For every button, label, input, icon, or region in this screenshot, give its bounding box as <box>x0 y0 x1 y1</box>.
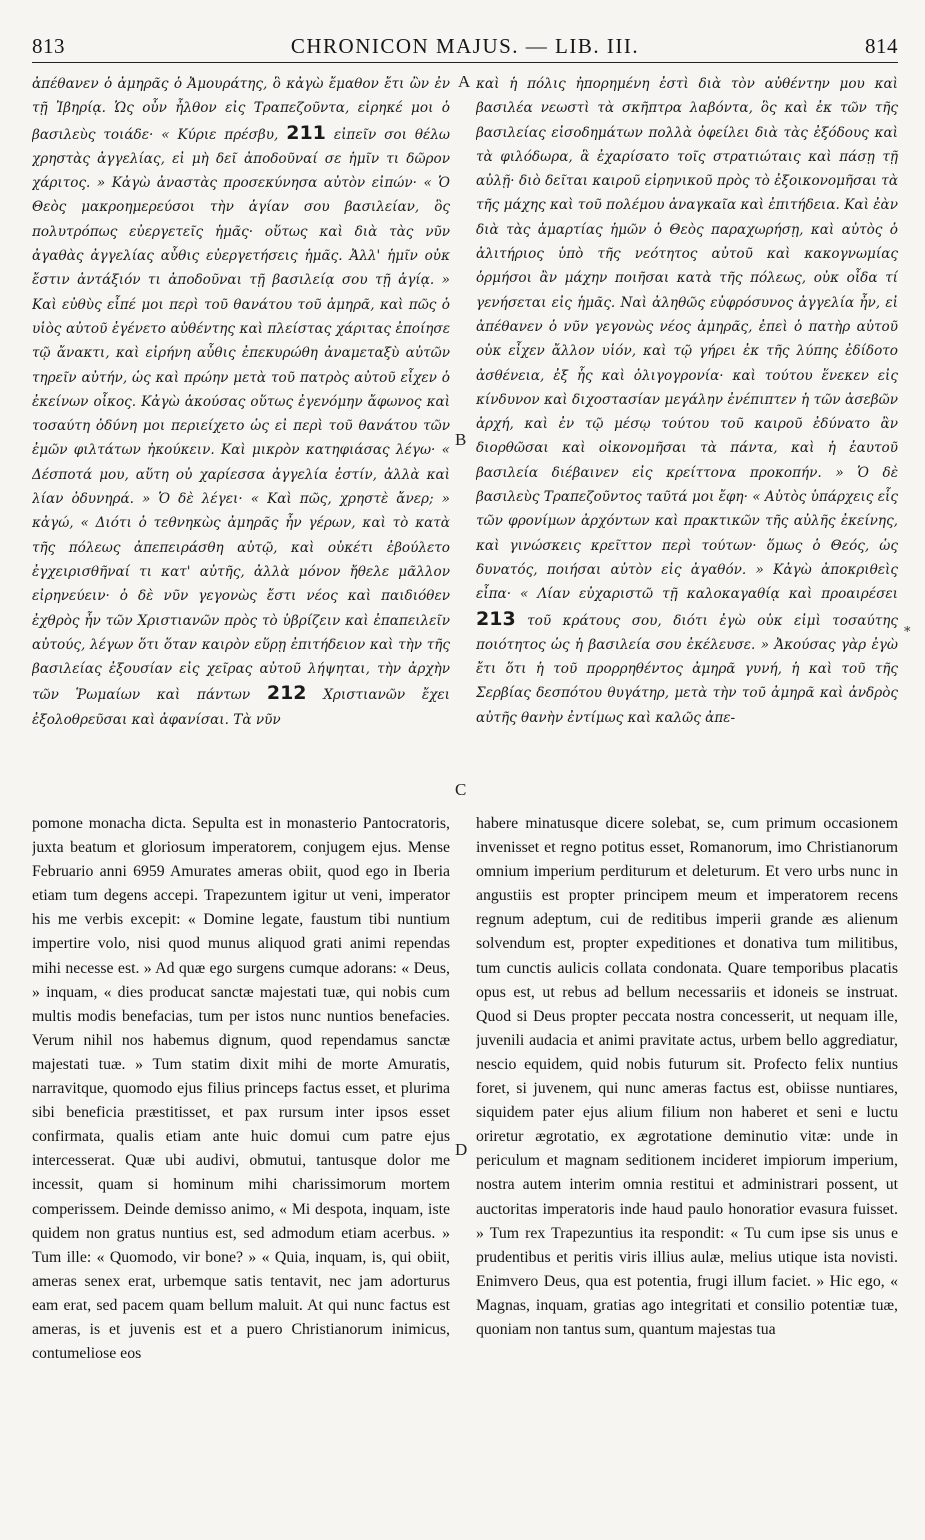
section-number: 211 <box>286 121 326 144</box>
greek-text-segment: τοῦ κράτους σου, διότι ἐγὼ οὐκ εἰμὶ τοσαύτης ποιότητος ὡς ἡ βασιλεία σου ἐκέλευσε. » Ἀκούσας γὰρ ἐγὼ ἔτι ὅτι ἡ τοῦ προρρηθέντος ἀμηρᾶ γυνή, ἡ καὶ τοῦ τῆς Σερβίας δεσπότου θυγάτηρ, μετὰ τὴν τοῦ ἀμηρᾶ καὶ ἀνδρὸς αὐτῆς θανὴν ἐντίμως καὶ καλῶς ἀπε- <box>476 612 898 726</box>
margin-letter-c: C <box>455 780 467 799</box>
section-number: 213 <box>476 607 516 630</box>
greek-column-right <box>476 72 898 792</box>
margin-asterisk: * <box>904 625 911 640</box>
greek-text-segment: ἀπέθανεν ὁ ἀμηρᾶς ὁ Ἀμουράτης, ὃ κἀγὼ ἔμαθον ἔτι ὢν ἐν τῇ Ἰβηρίᾳ. Ὡς οὖν ἦλθον εἰς Τραπεζοῦντα, εἰρηκέ μοι ὁ βασιλεὺς τοιάδε· « Κύριε πρέσβυ, <box>32 76 450 143</box>
greek-column-left <box>32 72 450 792</box>
running-title: CHRONICON MAJUS. — LIB. III. <box>290 34 640 58</box>
latin-column-left: pomone monacha dicta. Sepulta est in monasterio Pantocratoris, juxta beatum et gloriosum imperatorem, conjugem ejus. Mense Februario anni 6959 Amurates ameras obiit, quod ego in Iberia etiam tum degens accepi. Trapezuntem igitur ut veni, imperator his me verbis excepit: « Domine legate, faustum tibi nuntium impertire volo, nisi quod munus aliquod grati animi rependas mihi necesse est. » Ad quæ ego surgens cumque adorans: « Deus, » inquam, « dies producat sanctæ majestati tuæ, qui nobis cum multis modis benefacias, tum per istos nunc nuntios benefacies. Verum nihil nos habemus dignum, quod rependamus sanctæ majestati tuæ. » Tum statim dixit mihi de morte Amuratis, narravitque, quomodo ejus filius princeps factus esset, et plurima sibi beneficia præstitisset, et pax rursum inter ipsos esset confirmata, qualis etiam ante huic domui cum patre ejus intercesserat. Quæ ubi audivi, obmutui, tantusque dolor me incessit, quam si hominum mihi charissimorum mortem comperissem. Deinde demisso animo, « Mi despota, inquam, iste quidem non gratus nuntius est, sed admodum etiam acerbus. » Tum ille: « Quomodo, vir bone? » « Quia, inquam, is, qui obiit, ameras senex erat, urbemque satis tentavit, nec jam adorturus eam erat, sed pacem quam bellum maluit. At qui nunc factus est ameras, is et juvenis est et a puero Christianorum inimicus, contumeliose eos <box>32 815 450 1363</box>
page-number-right: 814 <box>865 34 898 58</box>
margin-letter-d: D <box>455 1140 468 1159</box>
margin-letter-a: A <box>458 72 471 91</box>
running-header <box>32 34 898 63</box>
section-number: 212 <box>266 682 307 705</box>
greek-text-segment: εἰπεῖν σοι θέλω χρηστὰς ἀγγελίας, εἰ μὴ δεῖ ἀποδοῦναί σε ἡμῖν τι δῶρον χάριτος. » Κἀγὼ ἀναστὰς προσεκύνησα αὐτὸν εἰπών· « Ὁ Θεὸς μακροημερεύσοι τὴν ἁγίαν σου βασιλείαν, ὃς πολυτρόπως εὐεργετεῖς ἡμᾶς· οὕτως καὶ διὰ τὰς νῦν ἀγαθὰς ἀγγελίας αὖθις εὐεργετήσεις ἡμᾶς. Ἀλλ' ἡμῖν οὐκ ἔστιν ἀντάξιόν τι ἀποδοῦναι τῇ βασιλείᾳ σου τῇ ἁγίᾳ. » Καὶ εὐθὺς εἶπέ μοι περὶ τοῦ θανάτου τοῦ ἀμηρᾶ, καὶ πῶς ὁ υἱὸς αὐτοῦ ἐγένετο αὐθέντης καὶ πλείστας χάριτας ἐποίησε τῷ ἄνακτι, καὶ εἰρήνη αὖθις ἐπεκυρώθη ἀναμεταξὺ αὐτῶν τηρεῖν αὐτήν, ὡς καὶ πρώην μετὰ τοῦ πατρὸς αὐτοῦ εἶχεν ὁ ἐκείνων οἶκος. Κἀγὼ ἀκούσας οὕτως ἐγενόμην ἄφωνος καὶ τοσαύτη ὀδύνη μοι περιείχετο ὡς εἰ περὶ τοῦ θανάτου τῶν ἐμῶν φιλτάτων ἠκούκειν. Καὶ μικρὸν κατηφιάσας λέγω· « Δέσποτά μου, αὕτη οὐ χαρίεσσα ἀγγελία ἐστίν, ἀλλὰ καὶ λίαν ὀδυνηρά. » Ὁ δὲ λέγει· « Καὶ πῶς, χρηστὲ ἄνερ; » κἀγώ, « Διότι ὁ τεθνηκὼς ἀμηρᾶς ἦν γέρων, καὶ τὸ κατὰ τῆς πόλεως ἀπεπειράσθη αὐτῷ, καὶ οὐκέτι ἐβούλετο ἐγχειρισθῆναί τι κατ' αὐτῆς, ἀλλὰ μόνον ἤθελε μᾶλλον εἰρηνεύειν· ὁ δὲ νῦν γεγονὼς ἔστι νέος καὶ παιδιόθεν ἐχθρὸς ἦν τῶν Χριστιανῶν πρὸς τὸ ὑβρίζειν καὶ ἐπαπειλεῖν αὐτούς, λέγων ὅτι ὅταν καιρὸν εὕρῃ ἐπιτήδειον καὶ τὴν τῆς βασιλείας ἐξουσίαν εἰς χεῖρας αὐτοῦ λήψηται, τὴν ἀρχὴν τῶν Ῥωμαίων καὶ πάντων <box>32 126 450 704</box>
margin-letter-b: B <box>455 430 467 449</box>
page-number-left: 813 <box>32 34 65 58</box>
greek-text-segment: καὶ ἡ πόλις ἠπορημένη ἐστὶ διὰ τὸν αὐθέντην μου καὶ βασιλέα νεωστὶ τὰ σκῆπτρα λαβόντα, ὃς καὶ ἐκ τῶν τῆς βασιλείας εἰσοδημάτων πολλὰ ὀφείλει διὰ τὰς ἐξόδους καὶ τὰ φιλόδωρα, ἃ ἐχαρίσατο τοῖς στρατιώταις καὶ πάσῃ τῇ αὐλῇ· διὸ δεῖται καιροῦ εἰρηνικοῦ πρὸς τὸ ἐξοικονομῆσαι τὰ τῆς μάχης καὶ τοῦ πολέμου ἀναγκαῖα καὶ ἐπιτήδεια. Καὶ ἐὰν διὰ τὰς ἁμαρτίας ἡμῶν ὁ Θεὸς παραχωρήσῃ, καὶ αὐτὸς ὁ ἀλιτήριος ὑπὸ τῆς νεότητος αὐτοῦ καὶ κακογνωμίας ὁρμήσοι ἂν μάχην ποιῆσαι κατὰ τῆς πόλεως, οὐκ οἶδα τί γενήσεται εἰς ἡμᾶς. Ναὶ ἀληθῶς εὐφρόσυνος ἀγγελία ἦν, εἰ ἀπέθανεν ὁ νῦν γεγονὼς νέος ἀμηρᾶς, ἐπεὶ ὁ πατὴρ αὐτοῦ οὐκ εἶχεν ἄλλον υἱόν, καὶ τῷ γήρει ἐκ τῆς λύπης ἐδίδοτο ἀσθένεια, ἐξ ἧς καὶ ὀλιγογρονία· καὶ τούτου ἕνεκεν εἰς κίνδυνον καὶ διχοστασίαν μεγάλην ἐνέπιπτεν ἡ τῶν ἀσεβῶν ἀρχή, καὶ ἐν τῷ μέσῳ τούτου τοῦ καιροῦ ἐδύνατο ἂν διορθῶσαι καὶ οἰκονομῆσαι τὰ πάντα, καὶ ἡ ἑαυτοῦ βασιλεία διέβαινεν εἰς κρείττονα προκοπήν. » Ὁ δὲ βασιλεὺς Τραπεζοῦντος ταῦτά μοι ἔφη· « Αὐτὸς ὑπάρχεις εἷς τῶν φρονίμων ἀρχόντων καὶ πρακτικῶν τῆς αὐλῆς ἐκείνης, καὶ γινώσκεις κρεῖττον περὶ τούτων· ὅμως ὁ Θεός, ὡς δυνατός, ποιήσαι αὐτὸν εἰς ἀγαθόν. » Κἀγὼ ἀποκριθεὶς εἶπα· « Λίαν εὐχαριστῶ τῇ καλοκαγαθίᾳ καὶ προαιρέσει <box>476 76 898 603</box>
greek-text-segment: Χριστιανῶν ἔχει ἐξολοθρεῦσαι καὶ ἀφανίσαι. Τὰ νῦν <box>32 687 450 728</box>
latin-column-right: habere minatusque dicere solebat, se, cum primum occasionem invenisset et regno potitus esset, Romanorum, imo Christianorum omnium imperium perditurum et deleturum. Et vero urbs nunc in angustiis est propter principem meum et imperatorem recens regnum adeptum, cui de reditibus imperii grande æs alienum solvendum est, propter expeditiones et donativa tum militibus, tum cunctis aulicis collata condonata. Quare temporibus placatis opus est, ut rebus ad bellum necessariis et idoneis se instruat. Quod si Deus propter peccata nostra concesserit, ut nequam ille, juvenili audacia et animi pravitate actus, urbem bello aggrediatur, nescio equidem, quid nobis futurum sit. Profecto felix nuntius foret, si juvenem, qui nunc ameras factus est, obiisse nuntiares, siquidem pater ejus alium filium non haberet et seni e luctu oriretur ægrotatio, ex ægrotatione deminutio vitæ: unde in periculum et magnam seditionem incideret impiorum imperium, nostra autem interim omnia restitui et administrari possent, ut auctoritas imperatoris inde haud paulo honoratior evasura fuisset. » Tum rex Trapezuntius ita respondit: « Tu cum ipse sis unus e prudentibus et peritis viris illius aulæ, melius utique ista novisti. Enimvero Deus, qua est potentia, frugi illum faciet. » Hic ego, « Magnas, inquam, gratias ago integritati et consilio potentiæ tuæ, quoniam non tantus sum, quantum majestas tua <box>476 815 898 1338</box>
